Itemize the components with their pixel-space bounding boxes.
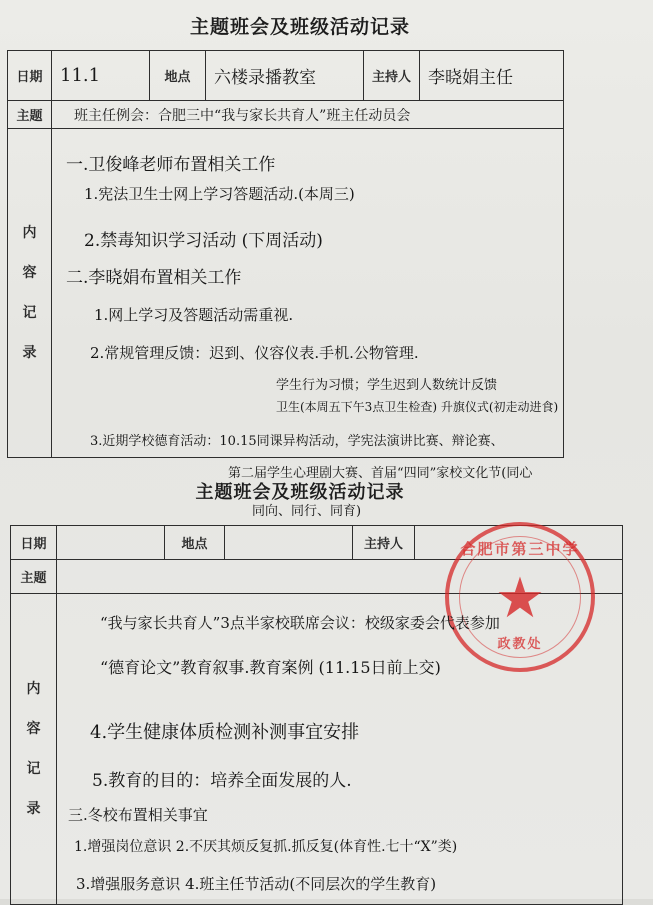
record2-title: 主题班会及班级活动记录 <box>195 482 405 503</box>
record2-date-label: 日期 <box>11 526 57 560</box>
seal-star-icon: ★ <box>494 566 546 631</box>
school-seal <box>445 522 595 672</box>
record1-line-11: 同向、同行、同育) <box>252 504 362 519</box>
record2-line-4: 5.教育的目的：培养全面发展的人. <box>92 771 352 791</box>
record1-place-value: 六楼录播教室 <box>206 51 364 101</box>
record2-date-value <box>57 526 165 560</box>
record2-host-label: 主持人 <box>353 526 415 560</box>
record1-line-10: 第二届学生心理剧大赛、首届“四同”家校文化节(同心 <box>228 466 533 481</box>
record1-host-label: 主持人 <box>364 51 420 101</box>
record2-line-2: “德育论文”教育叙事.教育案例 (11.15日前上交) <box>100 658 441 677</box>
record1-line-2: 1.宪法卫生士网上学习答题活动.(本周三) <box>84 185 355 203</box>
record1-host-value: 李晓娟主任 <box>420 51 564 101</box>
record1-line-9: 3.近期学校德育活动：10.15同课异构活动，学宪法演讲比赛、辩论赛、 <box>90 434 504 449</box>
record2-place-value <box>225 526 353 560</box>
record2-topic-label: 主题 <box>11 560 57 594</box>
record1-line-8: 卫生(本周五下午3点卫生检查) 升旗仪式(初走动进食) <box>276 400 559 414</box>
seal-subtext: 政教处 <box>497 637 543 652</box>
record2-line-1: “我与家长共育人”3点半家校联席会议：校级家委会代表参加 <box>100 614 500 632</box>
record1-title: 主题班会及班级活动记录 <box>189 16 410 38</box>
record1-date-label: 日期 <box>8 51 52 101</box>
record1-content-label-1: 内 <box>22 225 37 241</box>
record1-topic-label: 主题 <box>8 101 52 129</box>
record1-line-4: 二.李晓娟布置相关工作 <box>66 268 242 288</box>
record2-content-label-1: 内 <box>26 681 41 697</box>
seal-text: 合肥市第三中学 <box>460 540 580 558</box>
record2-line-3: 4.学生健康体质检测补测事宜安排 <box>90 722 360 743</box>
record1-content-label-3: 记 <box>22 305 37 321</box>
record2-content-label-2: 容 <box>26 721 41 737</box>
record1-content-label-4: 录 <box>22 345 37 361</box>
record1-content-label <box>8 129 52 458</box>
record2-place-label: 地点 <box>165 526 225 560</box>
record1-place-label: 地点 <box>150 51 206 101</box>
record2-line-7: 3.增强服务意识 4.班主任节活动(不同层次的学生教育) <box>76 875 437 893</box>
record1-content-label-2: 容 <box>22 265 37 281</box>
record1-line-6: 2.常规管理反馈：迟到、仪容仪表.手机.公物管理. <box>90 344 419 362</box>
record1-date-value: 11.1 <box>52 51 150 101</box>
record1-line-1: 一.卫俊峰老师布置相关工作 <box>66 155 276 175</box>
record1-line-3: 2.禁毒知识学习活动 (下周活动) <box>84 231 323 251</box>
record2-line-5: 三.冬校布置相关事宜 <box>68 806 208 824</box>
record1-table <box>7 50 564 458</box>
record1-line-5: 1.网上学习及答题活动需重视. <box>94 306 294 324</box>
record1-topic-value: 班主任例会：合肥三中“我与家长共育人”班主任动员会 <box>52 101 564 129</box>
record2-line-6: 1.增强岗位意识 2.不厌其烦反复抓.抓反复(体育性.七十“X”类) <box>74 839 458 855</box>
record2-content-label-3: 记 <box>26 761 41 777</box>
record2-content-label <box>11 594 57 905</box>
record1-line-7: 学生行为习惯；学生迟到人数统计反馈 <box>276 378 498 393</box>
record2-content-label-4: 录 <box>26 801 41 817</box>
